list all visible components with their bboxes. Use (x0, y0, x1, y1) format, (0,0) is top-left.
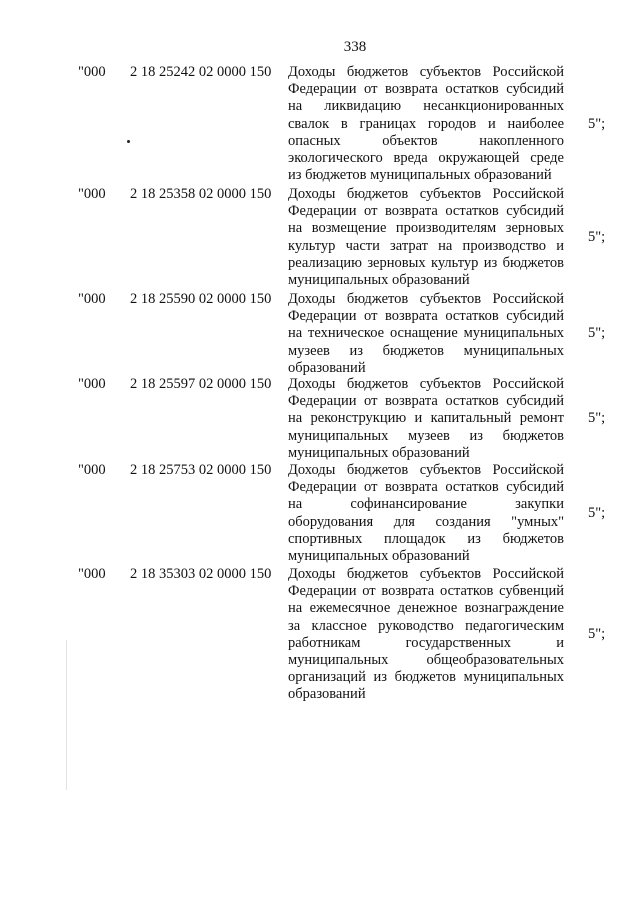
entry-prefix: "000 (78, 186, 106, 202)
description-line: музеев из бюджетов муниципальных (288, 342, 564, 359)
entry-suffix: 5"; (588, 115, 606, 132)
description-line: Доходы бюджетов субъектов Российской (288, 462, 564, 478)
description-line: организаций из бюджетов муниципальных (288, 669, 564, 686)
description-line: оборудования для создания "умных" (288, 513, 564, 530)
description-line: на софинансирование закупки (288, 496, 564, 513)
description-line: Доходы бюджетов субъектов Российской (288, 186, 564, 202)
description-line: образований (288, 686, 366, 703)
description-line: опасных объектов накопленного (288, 132, 564, 149)
description-line: муниципальных общеобразовательных (288, 651, 564, 668)
entry-suffix: 5"; (588, 410, 606, 427)
description-line: Доходы бюджетов субъектов Российской (288, 291, 564, 307)
description-line: Федерации от возврата остатков субвенций (288, 583, 564, 600)
entry-description (288, 376, 564, 462)
entry-prefix: "000 (78, 291, 106, 307)
budget-code: 2 18 35303 02 0000 150 (130, 566, 272, 582)
scan-speck (127, 140, 130, 143)
entry-description (288, 186, 564, 289)
budget-code: 2 18 25242 02 0000 150 (130, 64, 272, 80)
budget-code: 2 18 25597 02 0000 150 (130, 376, 272, 392)
budget-code: 2 18 25358 02 0000 150 (130, 186, 272, 202)
description-line: образований (288, 359, 366, 376)
budget-code: 2 18 25590 02 0000 150 (130, 291, 272, 307)
description-line: на ликвидацию несанкционированных (288, 98, 564, 115)
description-line: Доходы бюджетов субъектов Российской (288, 376, 564, 392)
description-line: Доходы бюджетов субъектов Российской (288, 64, 564, 80)
entry-suffix: 5"; (588, 325, 606, 342)
description-line: на возмещение производителям зерновых (288, 220, 564, 237)
description-line: муниципальных образований (288, 271, 470, 288)
entry-prefix: "000 (78, 376, 106, 392)
description-line: работникам государственных и (288, 634, 564, 651)
description-line: за классное руководство педагогическим (288, 617, 564, 634)
scan-edge-line (66, 640, 67, 790)
description-line: на техническое оснащение муниципальных (288, 325, 564, 342)
budget-code: 2 18 25753 02 0000 150 (130, 462, 272, 478)
description-line: свалок в границах городов и наиболее (288, 115, 564, 132)
description-line: на ежемесячное денежное вознаграждение (288, 600, 564, 617)
description-line: реализацию зерновых культур из бюджетов (288, 254, 564, 271)
description-line: Федерации от возврата остатков субсидий (288, 479, 564, 496)
entry-description (288, 566, 564, 704)
description-line: муниципальных музеев из бюджетов (288, 427, 564, 444)
description-line: из бюджетов муниципальных образований (288, 167, 552, 184)
entry-description (288, 462, 564, 565)
entry-suffix: 5"; (588, 505, 606, 521)
description-line: Федерации от возврата остатков субсидий (288, 393, 564, 410)
description-line: муниципальных образований (288, 547, 470, 564)
description-line: муниципальных образований (288, 444, 470, 461)
description-line: Федерации от возврата остатков субсидий (288, 308, 564, 325)
description-line: экологического вреда окружающей среде (288, 149, 564, 166)
entry-prefix: "000 (78, 566, 106, 582)
entry-suffix: 5"; (588, 229, 606, 245)
entry-description (288, 64, 564, 184)
description-line: Доходы бюджетов субъектов Российской (288, 566, 564, 582)
description-line: Федерации от возврата остатков субсидий (288, 81, 564, 98)
description-line: спортивных площадок из бюджетов (288, 530, 564, 547)
entry-prefix: "000 (78, 64, 106, 80)
entry-description (288, 291, 564, 377)
description-line: Федерации от возврата остатков субсидий (288, 203, 564, 220)
description-line: культур части затрат на производство и (288, 237, 564, 254)
entry-suffix: 5"; (588, 626, 606, 643)
page-number: 338 (343, 39, 367, 55)
entry-prefix: "000 (78, 462, 106, 478)
description-line: на реконструкцию и капитальный ремонт (288, 410, 564, 427)
